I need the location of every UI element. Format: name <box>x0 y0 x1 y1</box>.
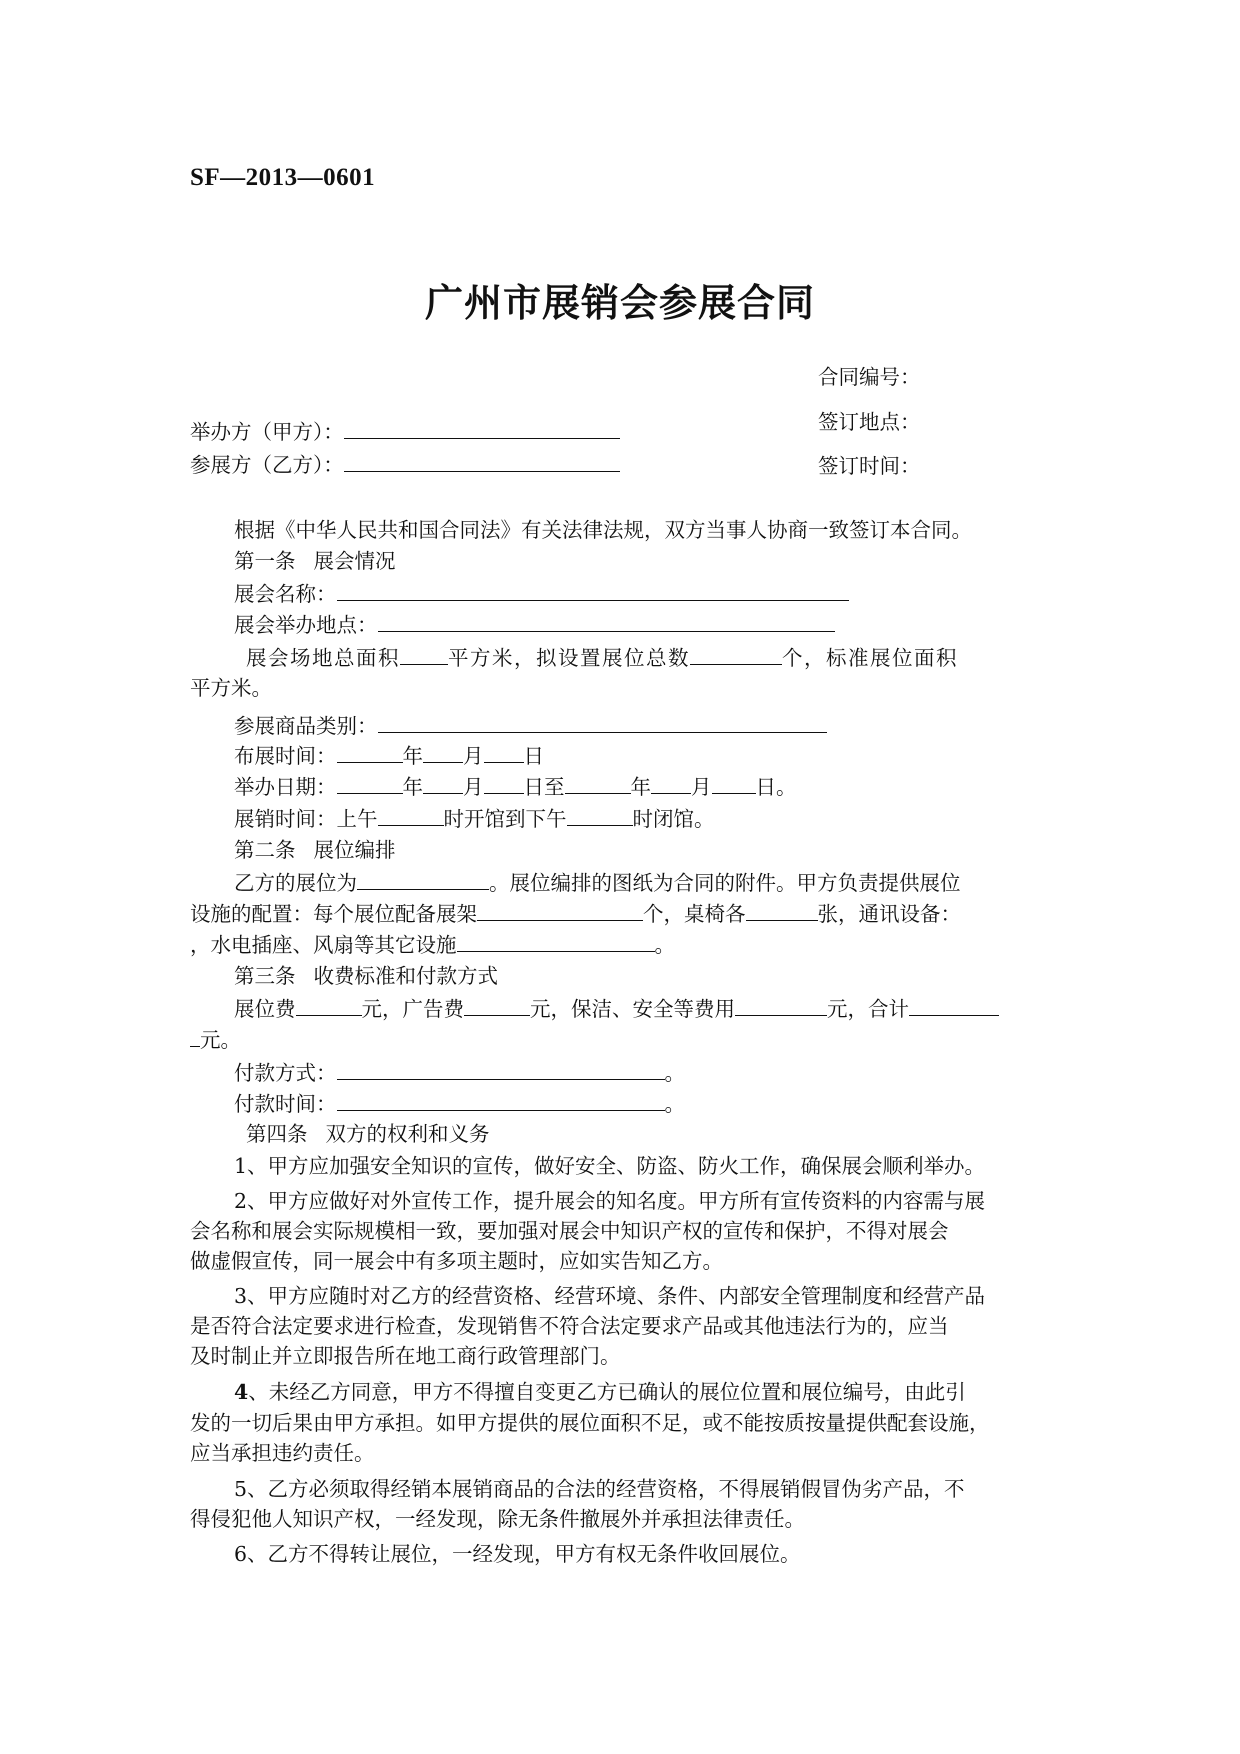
comm-text: 张，通讯设备： <box>817 902 961 926</box>
chair-text: 个，桌椅各 <box>643 902 746 926</box>
month-label: 月 <box>463 744 484 768</box>
party-b-row <box>190 449 620 480</box>
expo-name-label: 展会名称： <box>234 582 337 606</box>
clause-5-line-1: 5、乙方必须取得经销本展销商品的合法的经营资格，不得展销假冒伪劣产品，不 <box>234 1477 965 1501</box>
document-code: SF—2013—0601 <box>190 164 376 191</box>
clause-3-line-1: 3、甲方应随时对乙方的经营资格、经营环境、条件、内部安全管理制度和经营产品 <box>234 1284 986 1308</box>
year-label: 年 <box>402 744 423 768</box>
sale-time-row <box>234 803 715 834</box>
chair-count-blank[interactable] <box>746 898 818 921</box>
setup-time-row <box>234 740 544 771</box>
sale-time-label: 展销时间：上午 <box>234 807 378 831</box>
article-4-number: 第四条 <box>246 1122 308 1146</box>
year-label: 年 <box>402 775 423 799</box>
month-label: 月 <box>691 775 712 799</box>
party-a-blank[interactable] <box>344 416 620 439</box>
booth-row-3 <box>190 929 675 960</box>
category-blank[interactable] <box>378 710 827 733</box>
ad-fee-text: 元，广告费 <box>361 997 464 1021</box>
month-label: 月 <box>463 775 484 799</box>
start-year-blank[interactable] <box>337 771 403 794</box>
clean-fee-text: 元，保洁、安全等费用 <box>530 997 735 1021</box>
day-label: 日 <box>523 744 544 768</box>
booth-row-2 <box>190 898 961 929</box>
end-day-blank[interactable] <box>712 771 756 794</box>
setup-month-blank[interactable] <box>423 740 463 763</box>
day-end-label: 日。 <box>755 775 797 799</box>
article-3-number: 第三条 <box>234 964 296 988</box>
hold-date-label: 举办日期： <box>234 775 337 799</box>
article-1-heading <box>234 546 396 576</box>
category-row <box>234 710 827 741</box>
close-text: 时闭馆。 <box>632 807 715 831</box>
booth-count-text: 平方米，拟设置展位总数 <box>448 646 690 670</box>
clause-4-line-3: 应当承担违约责任。 <box>190 1441 375 1465</box>
start-day-blank[interactable] <box>484 771 524 794</box>
article-2-title: 展位编排 <box>313 838 396 862</box>
party-b-label: 参展方（乙方）： <box>190 453 344 477</box>
expo-place-blank[interactable] <box>378 609 835 632</box>
expo-area-row <box>246 642 958 673</box>
expo-name-row <box>234 578 849 609</box>
payment-method-label: 付款方式： <box>234 1061 337 1085</box>
clause-2-line-2: 会名称和展会实际规模相一致，要加强对展会中知识产权的宣传和保护，不得对展会 <box>190 1219 949 1243</box>
clause-4-text: 、未经乙方同意，甲方不得擅自变更乙方已确认的展位位置和展位编号，由此引 <box>248 1380 966 1404</box>
payment-method-row <box>234 1057 685 1088</box>
end-month-blank[interactable] <box>651 771 691 794</box>
article-4-heading <box>246 1119 490 1149</box>
booth-row-1 <box>234 867 961 898</box>
expo-area-unit: 平方米。 <box>190 676 272 700</box>
category-label: 参展商品类别： <box>234 714 378 738</box>
rack-count-blank[interactable] <box>477 898 643 921</box>
total-text: 元，合计 <box>827 997 909 1021</box>
clause-3-line-3: 及时制止并立即报告所在地工商行政管理部门。 <box>190 1344 621 1368</box>
clause-3-line-2: 是否符合法定要求进行检查，发现销售不符合法定要求产品或其他违法行为的，应当 <box>190 1314 949 1338</box>
clause-1: 1、甲方应加强安全知识的宣传，做好安全、防盗、防火工作，确保展会顺利举办。 <box>234 1154 986 1178</box>
clean-fee-blank[interactable] <box>735 993 827 1016</box>
fee-row <box>234 993 999 1024</box>
payment-time-label: 付款时间： <box>234 1092 337 1116</box>
clause-6: 6、乙方不得转让展位，一经发现，甲方有权无条件收回展位。 <box>234 1542 801 1566</box>
clause-2-line-3: 做虚假宣传，同一展会中有多项主题时，应如实告知乙方。 <box>190 1249 723 1273</box>
contract-number-label: 合同编号： <box>818 365 921 389</box>
clause-4-line-2: 发的一切后果由甲方承担。如甲方提供的展位面积不足，或不能按质按量提供配套设施， <box>190 1411 990 1435</box>
article-1-title: 展会情况 <box>313 549 396 573</box>
clause-4-number: 4 <box>234 1380 249 1404</box>
fee-row-end <box>190 1024 241 1055</box>
total-blank-cont[interactable] <box>190 1024 200 1047</box>
total-blank[interactable] <box>909 993 999 1016</box>
yuan-text: 元。 <box>200 1028 241 1052</box>
payment-time-row <box>234 1088 685 1119</box>
payment-time-blank[interactable] <box>337 1088 665 1111</box>
article-4-title: 双方的权利和义务 <box>325 1122 490 1146</box>
expo-place-row <box>234 609 835 640</box>
booth-fee-blank[interactable] <box>296 993 362 1016</box>
period-text: 。 <box>654 933 675 957</box>
expo-name-blank[interactable] <box>337 578 849 601</box>
open-text: 时开馆到下午 <box>443 807 567 831</box>
expo-place-label: 展会举办地点： <box>234 613 378 637</box>
setup-time-label: 布展时间： <box>234 744 337 768</box>
article-2-heading <box>234 835 396 865</box>
hold-date-row <box>234 771 797 802</box>
expo-area-text: 展会场地总面积 <box>246 646 400 670</box>
intro-text: 根据《中华人民共和国合同法》有关法律法规，双方当事人协商一致签订本合同。 <box>234 518 972 542</box>
booth-count-blank[interactable] <box>690 642 782 665</box>
period-text: 。 <box>664 1092 685 1116</box>
open-hour-blank[interactable] <box>378 803 444 826</box>
booth-text-a: 乙方的展位为 <box>234 871 357 895</box>
clause-2-line-1: 2、甲方应做好对外宣传工作，提升展会的知名度。甲方所有宣传资料的内容需与展 <box>234 1189 986 1213</box>
party-b-blank[interactable] <box>344 449 620 472</box>
party-a-row <box>190 416 620 447</box>
clause-5-line-2: 得侵犯他人知识产权，一经发现，除无条件撤展外并承担法律责任。 <box>190 1507 805 1531</box>
booth-number-blank[interactable] <box>357 867 489 890</box>
period-text: 。 <box>664 1061 685 1085</box>
page-title: 广州市展销会参展合同 <box>424 281 815 325</box>
article-2-number: 第二条 <box>234 838 296 862</box>
article-1-number: 第一条 <box>234 549 296 573</box>
facility-blank[interactable] <box>457 929 655 952</box>
setup-year-blank[interactable] <box>337 740 403 763</box>
rack-text: 设施的配置：每个展位配备展架 <box>190 902 477 926</box>
ad-fee-blank[interactable] <box>464 993 530 1016</box>
total-area-blank[interactable] <box>400 642 448 665</box>
article-3-heading <box>234 961 498 991</box>
facility-text: ，水电插座、风扇等其它设施 <box>190 933 457 957</box>
booth-fee-text: 展位费 <box>234 997 296 1021</box>
party-a-label: 举办方（甲方）： <box>190 420 344 444</box>
booth-text-b: 。展位编排的图纸为合同的附件。甲方负责提供展位 <box>489 871 961 895</box>
payment-method-blank[interactable] <box>337 1057 665 1080</box>
clause-4-line-1 <box>234 1377 966 1407</box>
year-label: 年 <box>630 775 651 799</box>
start-month-blank[interactable] <box>423 771 463 794</box>
sign-time-label: 签订时间： <box>818 454 921 478</box>
end-year-blank[interactable] <box>565 771 631 794</box>
setup-day-blank[interactable] <box>484 740 524 763</box>
booth-area-text: 个，标准展位面积 <box>782 646 958 670</box>
article-3-title: 收费标准和付款方式 <box>313 964 498 988</box>
close-hour-blank[interactable] <box>567 803 633 826</box>
to-label: 日至 <box>523 775 565 799</box>
sign-place-label: 签订地点： <box>818 410 921 434</box>
